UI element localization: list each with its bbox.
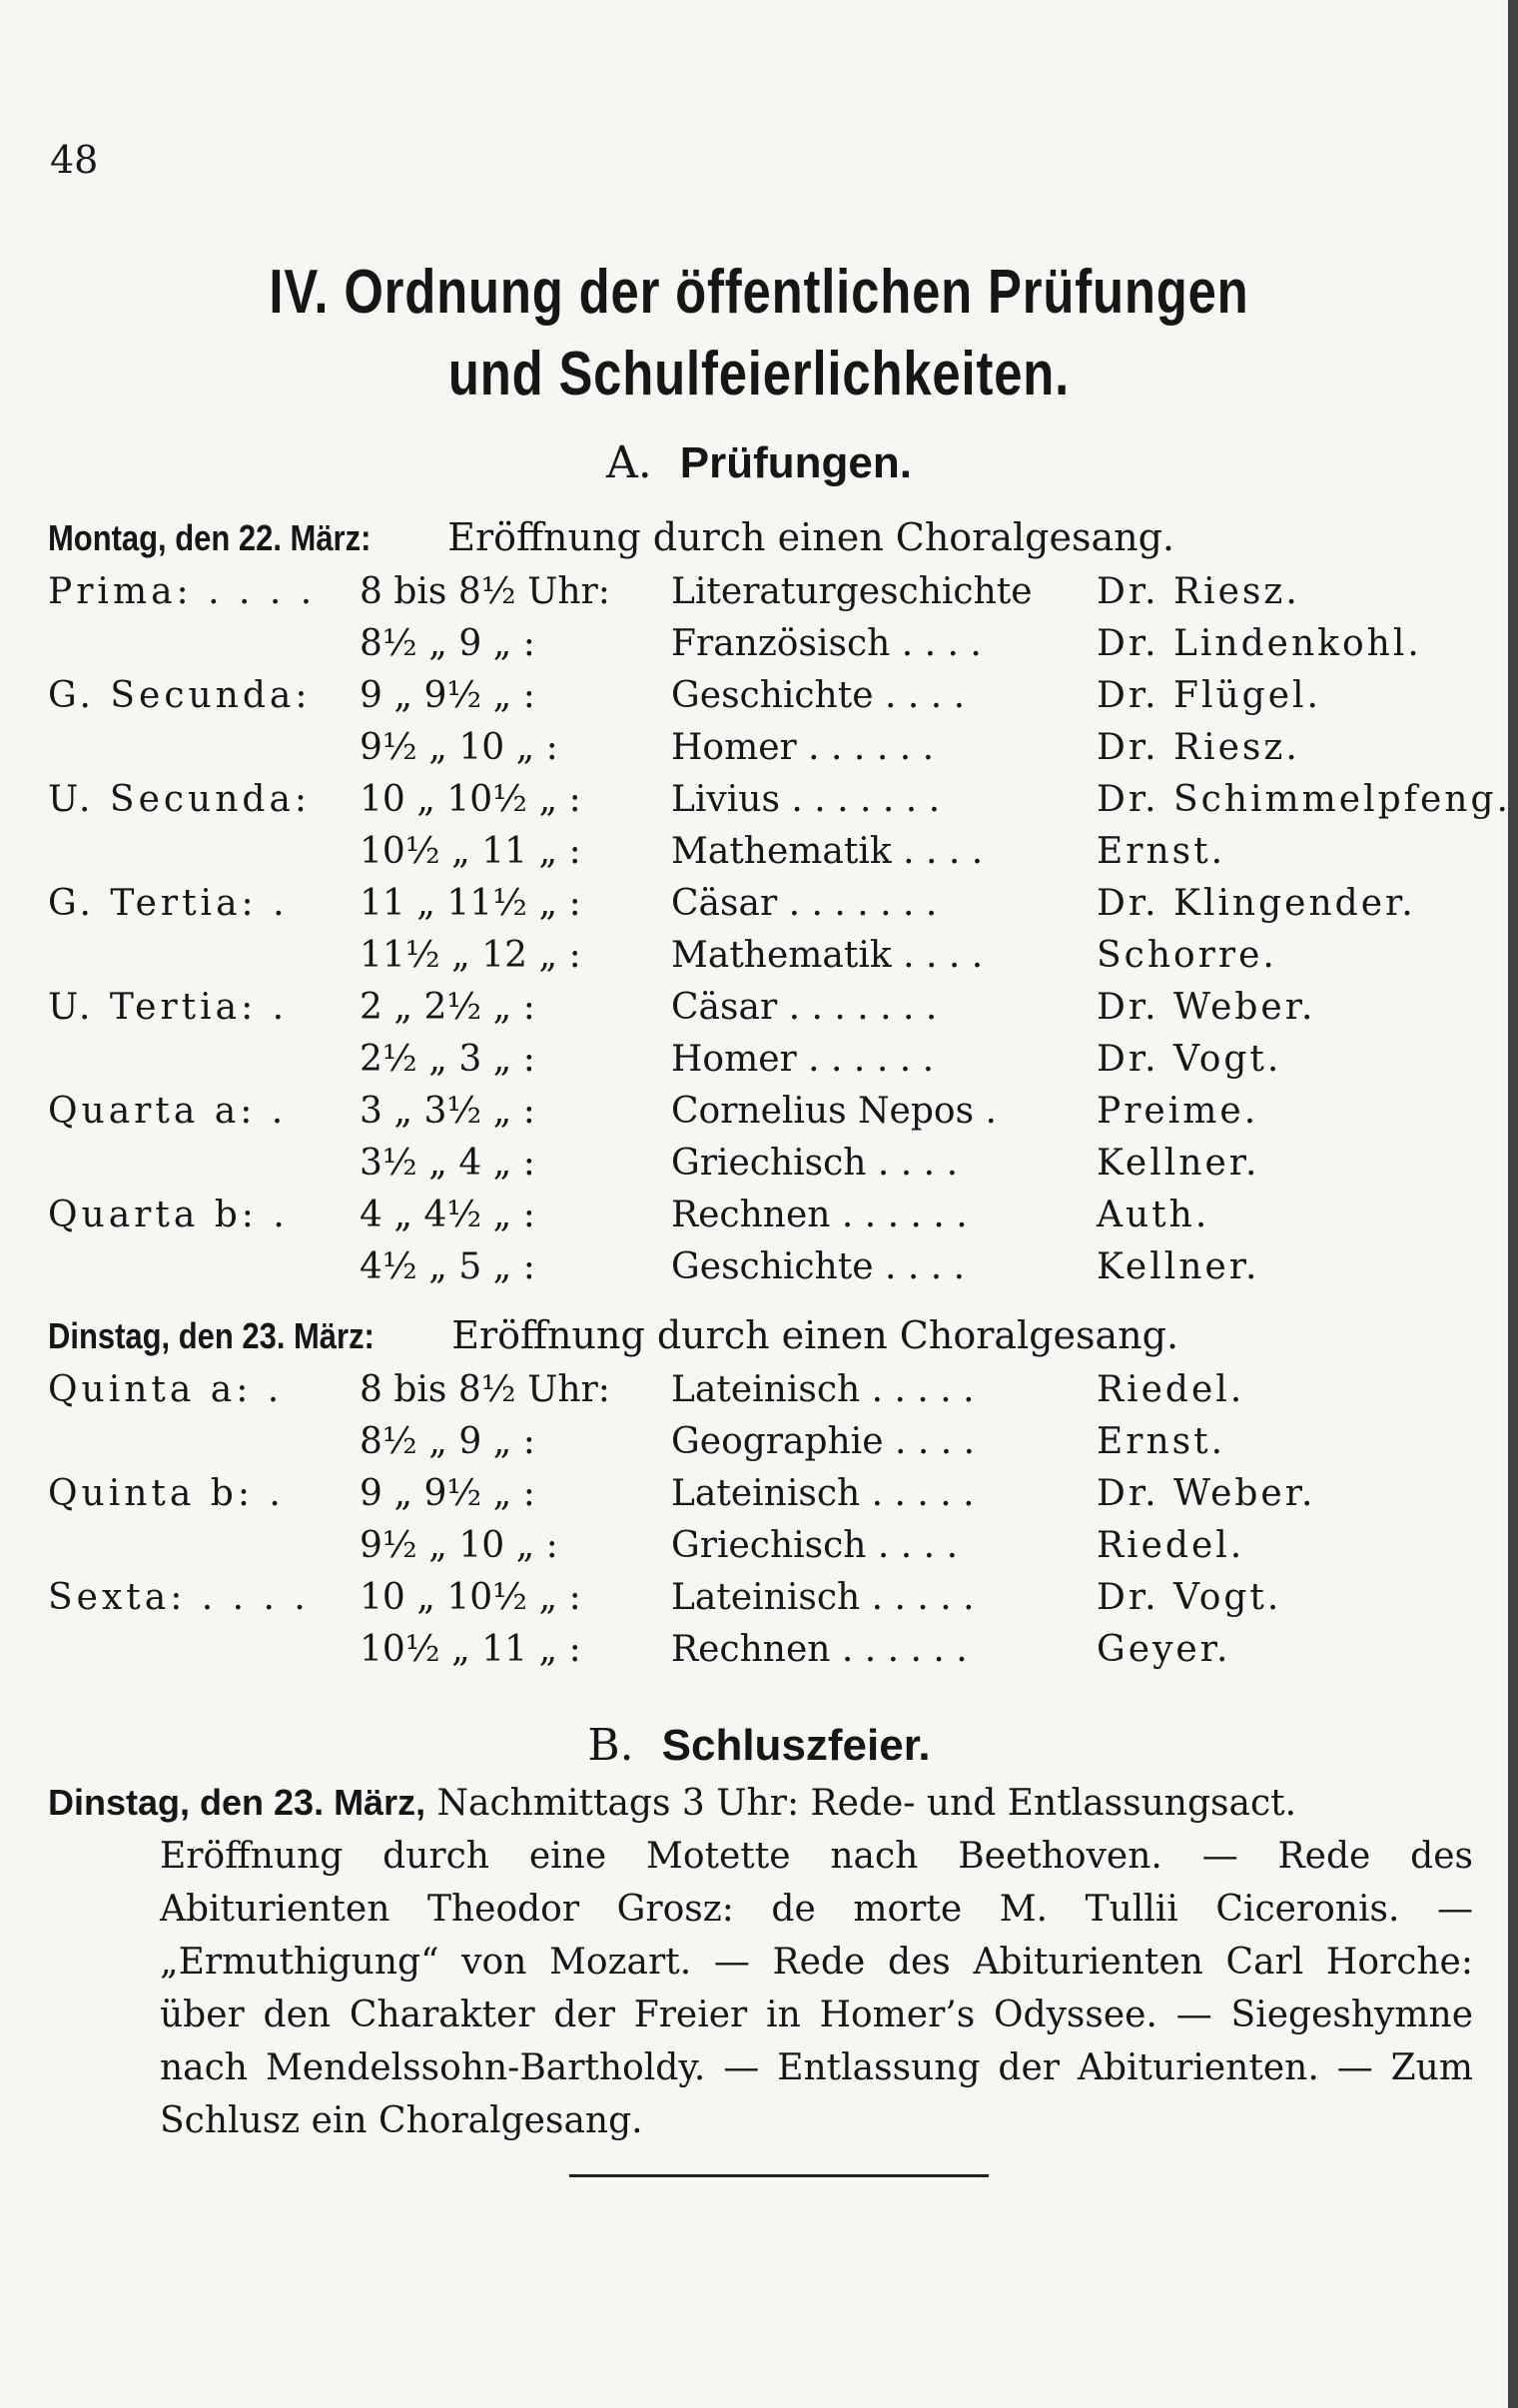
day-opening: Eröffnung durch einen Choralgesang. xyxy=(451,1313,1179,1357)
section-b-heading xyxy=(0,1720,1518,1771)
day-label: Montag, den 22. März: xyxy=(48,517,372,558)
schedule-subject: Cäsar . . . . . . . xyxy=(671,987,938,1028)
schedule-time: 8 bis 8½ Uhr: xyxy=(360,1369,610,1410)
schedule-subject: Lateinisch . . . . . xyxy=(671,1473,975,1514)
schedule-row xyxy=(0,675,1518,727)
schedule-subject: Cäsar . . . . . . . xyxy=(671,883,938,924)
schedule-class: Sexta: . . . . xyxy=(48,1577,310,1618)
schedule-teacher: Kellner. xyxy=(1097,1246,1260,1287)
schedule-teacher: Dr. Weber. xyxy=(1097,987,1316,1028)
schedule-row xyxy=(0,1143,1518,1195)
schedule-subject: Französisch . . . . xyxy=(671,623,982,664)
schluss-day: Dinstag, den 23. März, xyxy=(48,1782,426,1823)
schedule-time: 9 „ 9½ „ : xyxy=(360,1473,535,1514)
schedule-subject: Livius . . . . . . . xyxy=(671,779,941,820)
day-label: Dinstag, den 23. März: xyxy=(48,1315,375,1356)
schedule-subject: Rechnen . . . . . . xyxy=(671,1195,968,1235)
schedule-class: Prima: . . . . xyxy=(48,571,317,612)
schedule-time: 9 „ 9½ „ : xyxy=(360,675,535,716)
schedule-teacher: Riedel. xyxy=(1097,1369,1245,1410)
day-opening: Eröffnung durch einen Choralgesang. xyxy=(447,515,1175,559)
schedule-teacher: Dr. Flügel. xyxy=(1097,675,1321,716)
section-a-heading xyxy=(0,437,1518,488)
schedule-subject: Cornelius Nepos . xyxy=(671,1091,997,1132)
schedule-teacher: Dr. Vogt. xyxy=(1097,1577,1282,1618)
section-a-letter: A. xyxy=(606,437,652,488)
schedule-class: U. Secunda: xyxy=(48,779,312,820)
schedule-row xyxy=(0,831,1518,883)
schedule-row xyxy=(0,1369,1518,1421)
schedule-teacher: Dr. Klingender. xyxy=(1097,883,1416,924)
section-a-label: Prüfungen. xyxy=(679,438,912,487)
schedule-subject: Rechnen . . . . . . xyxy=(671,1629,968,1670)
schedule-time: 11 „ 11½ „ : xyxy=(360,883,581,924)
schedule-time: 8 bis 8½ Uhr: xyxy=(360,571,610,612)
schedule-class: G. Secunda: xyxy=(48,675,312,716)
schedule-time: 3½ „ 4 „ : xyxy=(360,1143,535,1184)
schedule-time: 2 „ 2½ „ : xyxy=(360,987,535,1028)
schedule-time: 8½ „ 9 „ : xyxy=(360,1421,535,1462)
schedule-teacher: Dr. Schimmelpfeng. xyxy=(1097,779,1511,820)
schedule-row xyxy=(0,779,1518,831)
schedule-class: Quinta b: . xyxy=(48,1473,285,1514)
section-b-label: Schluszfeier. xyxy=(661,1721,931,1770)
schedule-teacher: Dr. Lindenkohl. xyxy=(1097,623,1422,664)
closing-rule xyxy=(569,2174,989,2177)
schedule-row xyxy=(0,571,1518,623)
schedule-time: 10 „ 10½ „ : xyxy=(360,779,581,820)
schedule-row xyxy=(0,935,1518,987)
schedule-row xyxy=(0,987,1518,1039)
page-number: 48 xyxy=(50,138,99,182)
schedule-teacher: Dr. Weber. xyxy=(1097,1473,1316,1514)
schedule-subject: Homer . . . . . . xyxy=(671,1039,935,1080)
schedule-row xyxy=(0,1195,1518,1246)
schedule-class: Quinta a: . xyxy=(48,1369,284,1410)
schedule-class: Quarta b: . xyxy=(48,1195,289,1235)
schedule-time: 8½ „ 9 „ : xyxy=(360,623,535,664)
schedule-row xyxy=(0,1039,1518,1091)
schedule-row xyxy=(0,1525,1518,1577)
schedule-subject: Mathematik . . . . xyxy=(671,831,984,872)
schedule-teacher: Kellner. xyxy=(1097,1143,1260,1184)
schedule-teacher: Dr. Vogt. xyxy=(1097,1039,1282,1080)
schedule-subject: Geschichte . . . . xyxy=(671,675,966,716)
schedule-teacher: Riedel. xyxy=(1097,1525,1245,1566)
schluss-time: Nachmittags 3 Uhr: Rede- und Entlassungsact. xyxy=(436,1783,1297,1824)
schedule-subject: Homer . . . . . . xyxy=(671,727,935,768)
schedule-subject: Geographie . . . . xyxy=(671,1421,976,1462)
schedule-subject: Griechisch . . . . xyxy=(671,1143,959,1184)
schedule-time: 10 „ 10½ „ : xyxy=(360,1577,581,1618)
schedule-row xyxy=(0,1246,1518,1298)
schedule-subject: Mathematik . . . . xyxy=(671,935,984,976)
schedule-time: 9½ „ 10 „ : xyxy=(360,727,558,768)
page-title: IV. Ordnung der öffentlichen Prüfungen und Schulfeierlichkeiten. xyxy=(269,258,1249,408)
schedule-time: 9½ „ 10 „ : xyxy=(360,1525,558,1566)
schedule-teacher: Schorre. xyxy=(1097,935,1277,976)
schedule-class: Quarta a: . xyxy=(48,1091,288,1132)
schedule-class: G. Tertia: . xyxy=(48,883,289,924)
schedule-row xyxy=(0,1629,1518,1681)
schedule-teacher: Ernst. xyxy=(1097,1421,1226,1462)
schedule-teacher: Preime. xyxy=(1097,1091,1259,1132)
schedule-row xyxy=(0,883,1518,935)
schedule-subject: Literaturgeschichte xyxy=(671,571,1033,612)
schedule-subject: Lateinisch . . . . . xyxy=(671,1577,975,1618)
section-b-letter: B. xyxy=(587,1720,634,1771)
schedule-subject: Lateinisch . . . . . xyxy=(671,1369,975,1410)
day-heading-montag xyxy=(48,515,1174,559)
schedule-row xyxy=(0,1421,1518,1473)
schedule-time: 2½ „ 3 „ : xyxy=(360,1039,535,1080)
schedule-row xyxy=(0,1091,1518,1143)
day-heading-dinstag xyxy=(48,1313,1178,1357)
schedule-teacher: Dr. Riesz. xyxy=(1097,571,1300,612)
schedule-row xyxy=(0,1577,1518,1629)
schedule-time: 3 „ 3½ „ : xyxy=(360,1091,535,1132)
schedule-time: 10½ „ 11 „ : xyxy=(360,831,581,872)
schedule-row xyxy=(0,727,1518,779)
schedule-class: U. Tertia: . xyxy=(48,987,289,1028)
schedule-row xyxy=(0,1473,1518,1525)
schluss-heading xyxy=(48,1776,1386,1830)
schedule-time: 10½ „ 11 „ : xyxy=(360,1629,581,1670)
schedule-teacher: Dr. Riesz. xyxy=(1097,727,1300,768)
schedule-teacher: Auth. xyxy=(1097,1195,1210,1235)
schedule-subject: Geschichte . . . . xyxy=(671,1246,966,1287)
schedule-time: 11½ „ 12 „ : xyxy=(360,935,581,976)
schedule-subject: Griechisch . . . . xyxy=(671,1525,959,1566)
schedule-row xyxy=(0,623,1518,675)
schedule-time: 4½ „ 5 „ : xyxy=(360,1246,535,1287)
schedule-time: 4 „ 4½ „ : xyxy=(360,1195,535,1235)
schedule-teacher: Ernst. xyxy=(1097,831,1226,872)
schedule-teacher: Geyer. xyxy=(1097,1629,1231,1670)
schluss-program: Eröffnung durch eine Motette nach Beethoven. — Rede des Abiturienten Theodor Grosz: de morte M. Tullii Ciceronis. — „Ermuthigung“ von Mozart. — Rede des Abiturienten Carl Horche: über den Charakter der Freier in Homer’s Odyssee. — Siegeshymne nach Mendelssohn-Bartholdy. — Entlassung der Abiturienten. — Zum Schlusz ein Choralgesang. xyxy=(160,1836,1473,2141)
